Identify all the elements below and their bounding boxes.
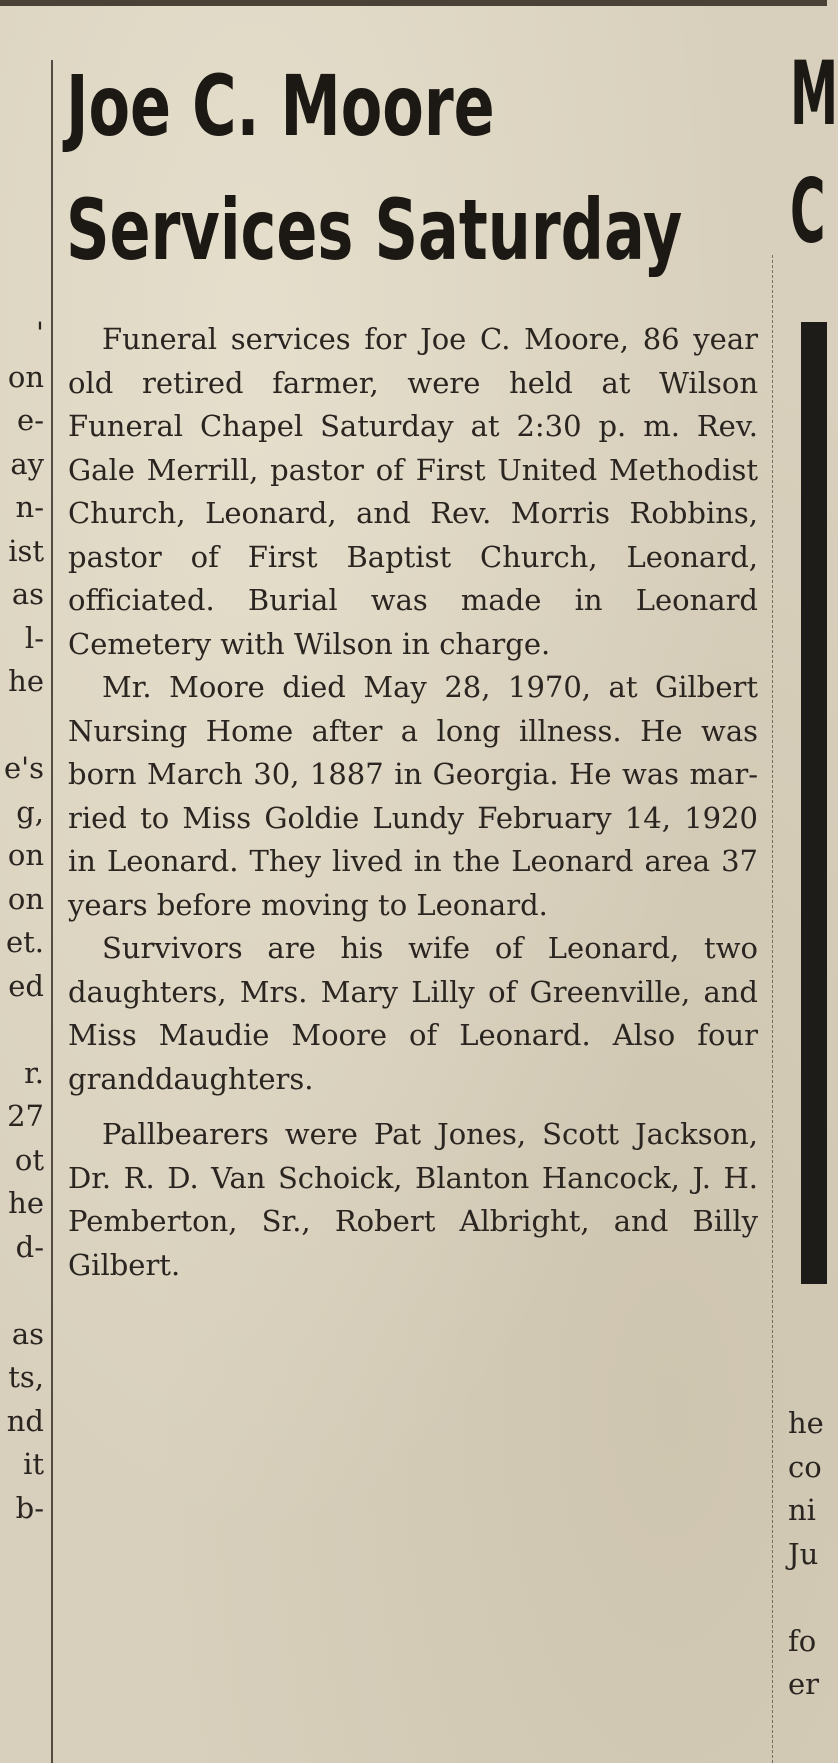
fragment-text: ed [8,968,44,1003]
article-body [68,318,758,1287]
fragment-text: on [7,881,44,916]
right-column-headline-line1: M [790,42,838,145]
right-column-headline-line2: C [790,160,826,263]
fragment-text: ot [14,1142,44,1177]
headline-line-2: Services Saturday [66,181,683,279]
fragment-text: on [7,359,44,394]
column-rule-left [51,60,53,1763]
fragment-text: he [8,664,44,698]
article-paragraph: Survivors are his wife of Leonard, two daughters, Mrs. Mary Lilly of Greenville, and Miss Maudie Moore of Leonard. Also four granddaughters. [68,931,758,1096]
article-paragraph: Pallbearers were Pat Jones, Scott Jackson, Dr. R. D. Van Schoick, Blanton Hancock, J. H. Pemberton, Sr., Robert Albright, and Billy Gilbert. [68,1117,758,1282]
fragment-text: fo [788,1623,817,1658]
article-paragraph: Funeral services for Joe C. Moore, 86 year old retired farmer, were held at Wilson Funeral Chapel Saturday at 2:30 p. m. Rev. Gale Merrill, pastor of First United Methodist Church, Leonard, and Rev. Morris Robbins, pastor of First Baptist Church, Leonard, officiated. Burial was made in Leonard Cemetery with Wilson in charge. [68,322,758,661]
fragment-text: as [11,1316,44,1351]
right-column-fragments [788,1402,824,1707]
fragment-text: it [23,1447,44,1481]
fragment-text: nd [6,1403,44,1438]
headline-line-1: Joe C. Moore [66,57,495,155]
fragment-text: r. [24,1055,44,1090]
right-column-photo [801,322,827,1284]
fragment-text: ist [8,533,44,568]
fragment-text: b- [15,1490,44,1525]
fragment-text [788,1576,824,1620]
fragment-text [0,704,44,748]
fragment-text: ay [10,446,44,481]
fragment-text [0,1269,44,1313]
fragment-text: l- [24,620,44,655]
article-headline [66,44,683,292]
page-top-border [0,0,827,6]
fragment-text: 27 [7,1099,44,1133]
column-rule-right [772,255,773,1763]
fragment-text: as [11,577,44,611]
fragment-text: er [788,1667,820,1701]
fragment-text: e- [17,403,44,437]
fragment-text: he [788,1406,824,1440]
fragment-text: n- [15,490,44,524]
article-paragraph: Mr. Moore died May 28, 1970, at Gilbert Nursing Home after a long illness. He was born March 30, 1887 in Georgia. He was married to Miss Goldie Lundy February 14, 1920 in Leonard. They lived in the Leonard area 37 years before moving to Leonard. [68,670,758,922]
fragment-text: ' [36,316,44,350]
fragment-text: g, [16,794,44,829]
fragment-text: et. [5,925,44,959]
fragment-text: he [8,1186,44,1220]
fragment-text: on [7,838,44,872]
fragment-text: e's [3,751,44,785]
fragment-text [0,1008,44,1052]
fragment-text: Ju [788,1536,819,1571]
fragment-text: ts, [8,1360,44,1394]
fragment-text: co [788,1449,822,1484]
fragment-text: d- [15,1229,44,1264]
fragment-text: ni [788,1493,816,1527]
left-column-fragments [0,312,44,1530]
